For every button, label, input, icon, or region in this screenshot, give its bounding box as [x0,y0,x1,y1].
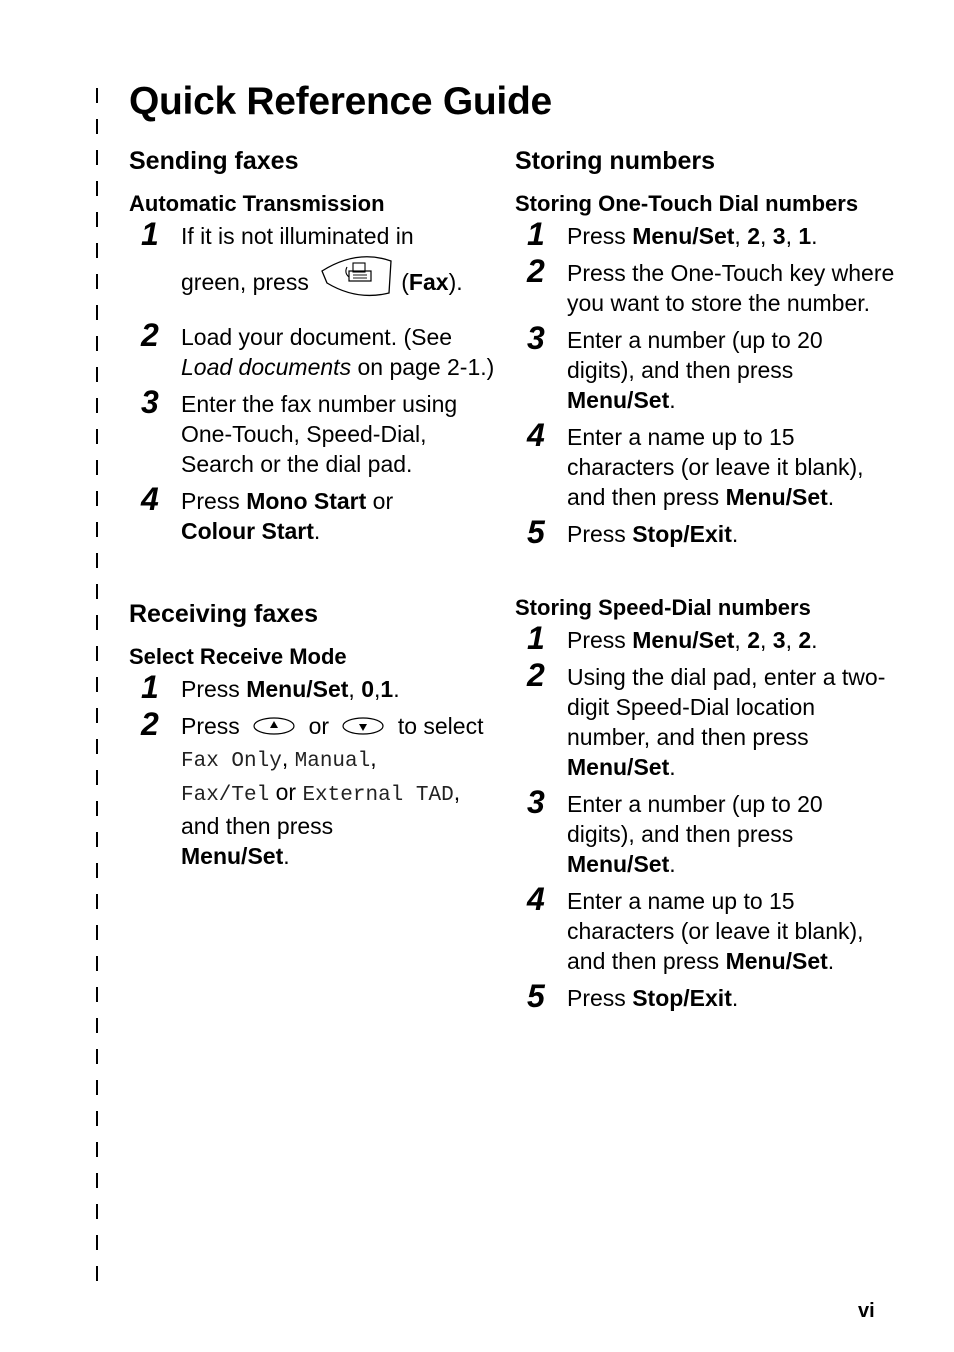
key-menu-set: Menu/Set [246,676,349,702]
step-onetouch-3 [515,320,895,415]
step-text: Using the dial pad, enter a two-digit Speed-Dial location number, and then press [567,664,886,750]
step-text: . [827,484,835,510]
step-text: , [760,223,773,249]
step-text: Load your document. (See [181,324,453,350]
cross-reference: Load documents [181,354,352,380]
step-text: ). [448,269,463,296]
subheading-speed-dial: Storing Speed-Dial numbers [515,595,811,620]
step-text: , [374,676,381,702]
step-text: Press [567,985,633,1011]
key-menu-set: Menu/Set [567,851,670,877]
key-stop-exit: Stop/Exit [632,521,732,547]
step-text: ( [401,269,409,296]
step-text: Enter a number (up to 20 digits), and then press [567,327,823,383]
step-text: or [308,713,330,739]
step-number: 2 [527,253,545,289]
step-number: 3 [527,784,545,820]
step-text: Press the One-Touch key where you want to store the number. [567,260,895,316]
step-text-line2 [181,253,499,315]
step-number: 4 [527,417,545,453]
step-number: 2 [527,657,545,693]
key-digit: 2 [747,223,760,249]
step-text: , [785,627,799,653]
step-text: Press [181,488,247,514]
step-text: . [669,851,676,877]
subheading-one-touch: Storing One-Touch Dial numbers [515,191,859,216]
subheading-auto-transmission: Automatic Transmission [129,191,385,216]
step-text: on page 2-1.) [351,354,495,380]
step-number: 1 [527,620,545,656]
step-text: . [827,948,835,974]
step-onetouch-4 [515,417,895,512]
section-heading-storing: Storing numbers [515,147,716,175]
lcd-option: Manual [294,749,371,773]
step-text: or [366,488,394,514]
lcd-option: External TAD [302,783,454,807]
step-number: 2 [141,317,159,353]
step-text: . [731,521,739,547]
step-number: 3 [527,320,545,356]
step-text: Enter a name up to 15 characters (or leave it blank), and then press [567,424,864,510]
step-number: 1 [141,216,159,252]
step-text: Enter a number (up to 20 digits), and then press [567,791,823,847]
lcd-option: Fax/Tel [181,783,270,807]
step-text: Press [567,627,633,653]
step-text: . [811,627,818,653]
step-text: , [348,676,362,702]
step-recv-2 [129,706,499,871]
key-menu-set: Menu/Set [567,387,670,413]
key-menu-set: Menu/Set [181,842,284,869]
step-speeddial-4 [515,881,895,976]
step-onetouch-1 [515,216,895,252]
step-text: , and then press [181,778,461,839]
step-text: Enter a name up to 15 characters (or leave it blank), and then press [567,888,864,974]
step-text: green, press [181,269,309,296]
step-text: . [669,387,676,413]
step-number: 5 [527,978,545,1014]
right-column [515,145,895,1020]
up-arrow-key-icon [252,713,296,743]
step-speeddial-2 [515,657,895,782]
step-text: Enter the fax number using One-Touch, Speed-Dial, Search or the dial pad. [181,391,458,477]
key-menu-set: Menu/Set [632,627,735,653]
step-text: , [734,223,748,249]
fax-machine-key-icon [319,253,395,315]
step-text: Press [567,521,633,547]
key-digit: 2 [747,627,760,653]
step-text: . [393,676,400,702]
key-digit: 3 [772,627,786,653]
step-number: 4 [527,881,545,917]
key-digit: 3 [772,223,786,249]
key-digit: 1 [380,676,394,702]
section-heading-sending: Sending faxes [129,147,299,175]
step-text: , [370,744,377,771]
key-menu-set: Menu/Set [725,484,828,510]
step-text: , [760,627,773,653]
key-menu-set: Menu/Set [725,948,828,974]
step-text: . [669,754,676,780]
page-number: vi [858,1300,875,1322]
step-send-4 [129,481,499,546]
step-number: 2 [141,706,159,742]
key-colour-start: Colour Start [181,518,314,544]
step-text: If it is not illuminated in [181,223,414,249]
step-text: . [313,518,321,544]
step-text: , [281,744,295,771]
step-text: . [731,985,739,1011]
step-onetouch-2 [515,253,895,318]
step-text: Press [181,676,247,702]
step-text: , [785,223,799,249]
step-send-2 [129,317,499,382]
step-text: Press [567,223,633,249]
step-speeddial-5 [515,978,895,1014]
lcd-option: Fax Only [181,749,282,773]
page-title: Quick Reference Guide [129,80,552,123]
step-text: to select [397,713,484,739]
step-text: Press [181,713,240,739]
key-menu-set: Menu/Set [567,754,670,780]
key-menu-set: Menu/Set [632,223,735,249]
step-number: 5 [527,514,545,550]
step-send-1 [129,216,499,315]
step-text: . [283,842,290,869]
step-number: 3 [141,384,159,420]
key-digit: 1 [798,223,812,249]
key-digit: 2 [798,627,812,653]
section-heading-receiving: Receiving faxes [129,600,318,628]
step-number: 1 [527,216,545,252]
step-text: or [269,778,303,805]
down-arrow-key-icon [341,713,385,743]
step-speeddial-3 [515,784,895,879]
key-mono-start: Mono Start [246,488,367,514]
step-number: 4 [141,481,159,517]
key-digit: 0 [361,676,374,702]
key-stop-exit: Stop/Exit [632,985,732,1011]
step-text: . [811,223,818,249]
key-fax: Fax [408,269,449,296]
step-speeddial-1 [515,620,895,656]
step-number: 1 [141,669,159,705]
step-text: , [734,627,748,653]
subheading-receive-mode: Select Receive Mode [129,644,347,669]
left-column [129,145,499,878]
step-recv-1 [129,669,499,705]
step-send-3 [129,384,499,479]
cut-line-margin [96,88,98,1288]
step-onetouch-5 [515,514,895,550]
